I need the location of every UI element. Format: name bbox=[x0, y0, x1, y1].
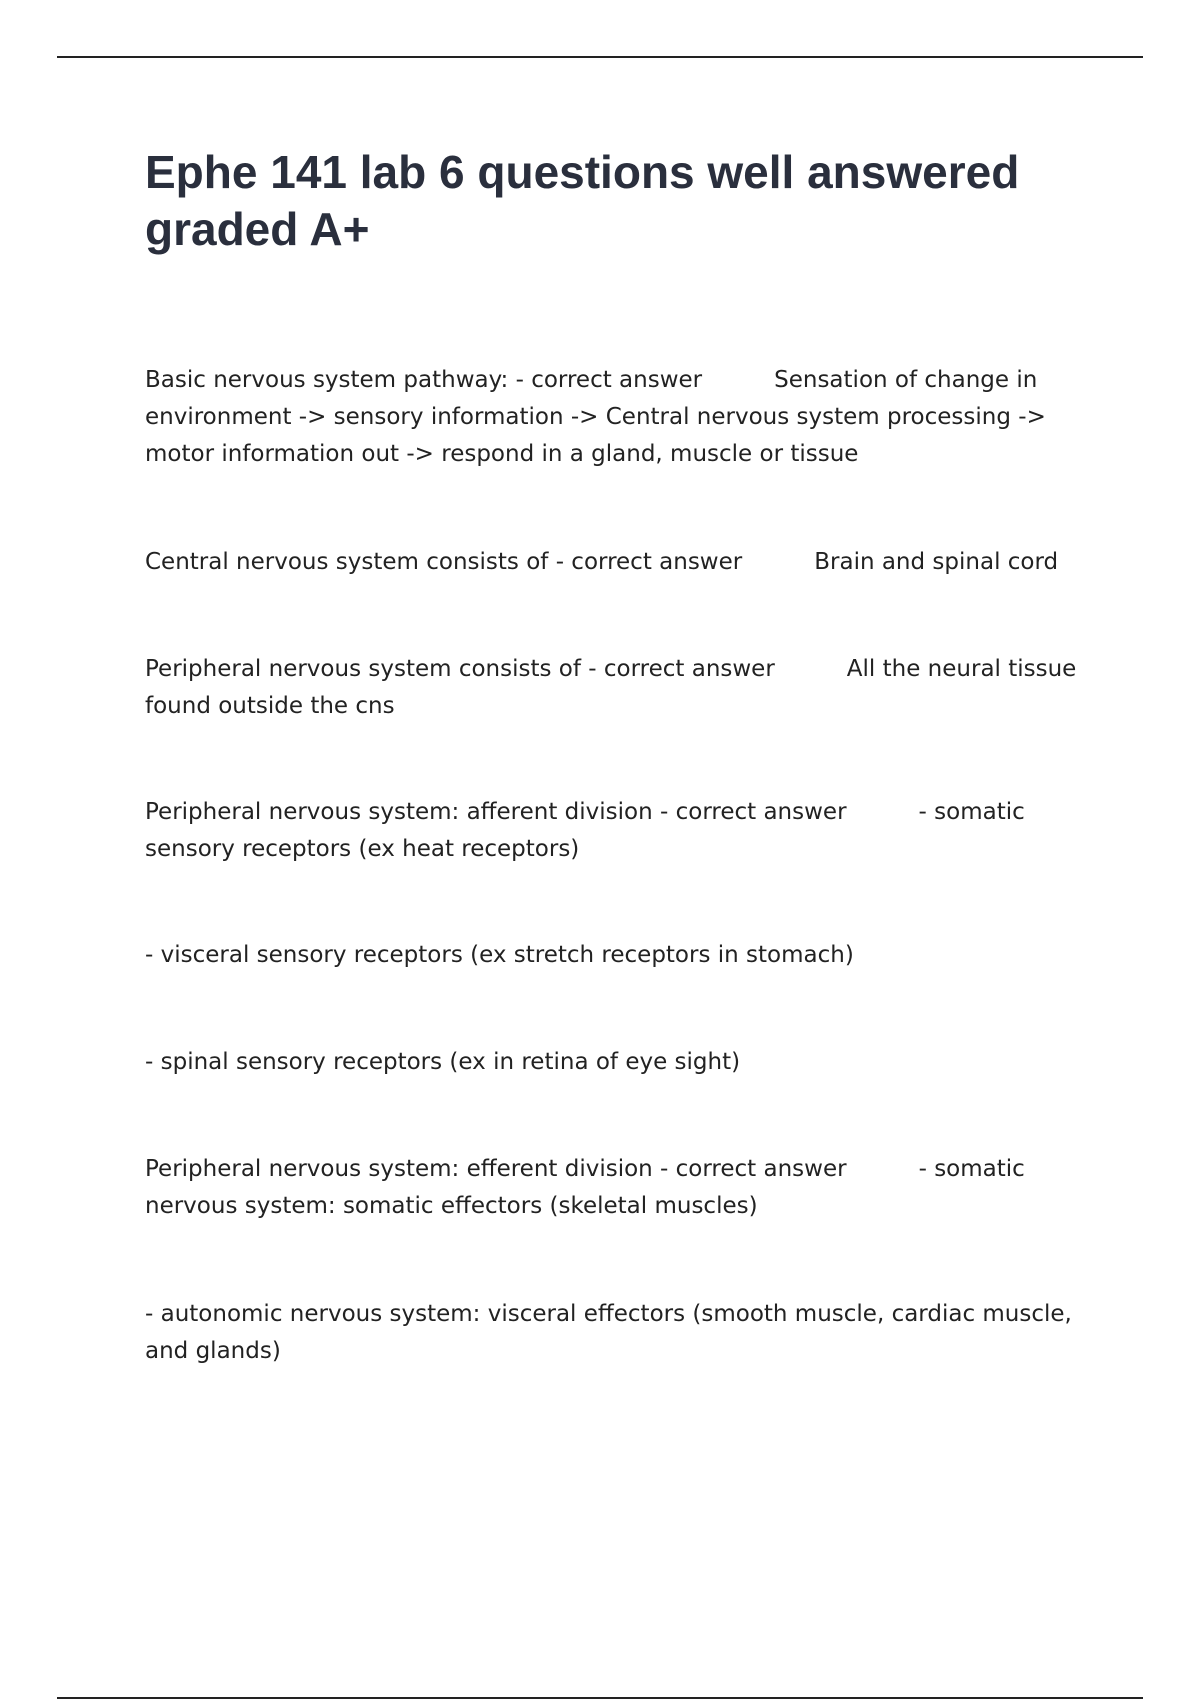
qa-entry-efferent bbox=[145, 1151, 1085, 1225]
page-title: Ephe 141 lab 6 questions well answered graded A+ bbox=[145, 146, 1020, 255]
question-text: Central nervous system consists of - correct answer bbox=[145, 549, 743, 575]
qa-entry-afferent bbox=[145, 794, 1085, 868]
answer-text: - somatic nervous system: somatic effectors (skeletal muscles) bbox=[145, 1156, 1025, 1219]
top-divider bbox=[57, 56, 1143, 58]
list-item-visceral-receptors: - visceral sensory receptors (ex stretch receptors in stomach) bbox=[145, 942, 854, 968]
answer-text: Sensation of change in environment -> sensory information -> Central nervous system processing -> motor information out -> respond in a gland, muscle or tissue bbox=[145, 367, 1046, 467]
qa-entry-basic-pathway bbox=[145, 362, 1085, 473]
question-text: Basic nervous system pathway: - correct answer bbox=[145, 367, 703, 393]
answer-text: - somatic sensory receptors (ex heat receptors) bbox=[145, 799, 1025, 862]
qa-entry-cns bbox=[145, 544, 1085, 581]
bottom-divider bbox=[57, 1697, 1143, 1699]
answer-text: All the neural tissue found outside the cns bbox=[145, 656, 1077, 719]
question-text: Peripheral nervous system: efferent division - correct answer bbox=[145, 1156, 847, 1182]
list-item-spinal-receptors: - spinal sensory receptors (ex in retina of eye sight) bbox=[145, 1049, 741, 1075]
question-text: Peripheral nervous system: afferent division - correct answer bbox=[145, 799, 847, 825]
qa-entry-pns bbox=[145, 651, 1085, 725]
question-text: Peripheral nervous system consists of - correct answer bbox=[145, 656, 775, 682]
list-item-autonomic: - autonomic nervous system: visceral effectors (smooth muscle, cardiac muscle, and glands) bbox=[145, 1301, 1072, 1364]
answer-text: Brain and spinal cord bbox=[814, 549, 1059, 575]
